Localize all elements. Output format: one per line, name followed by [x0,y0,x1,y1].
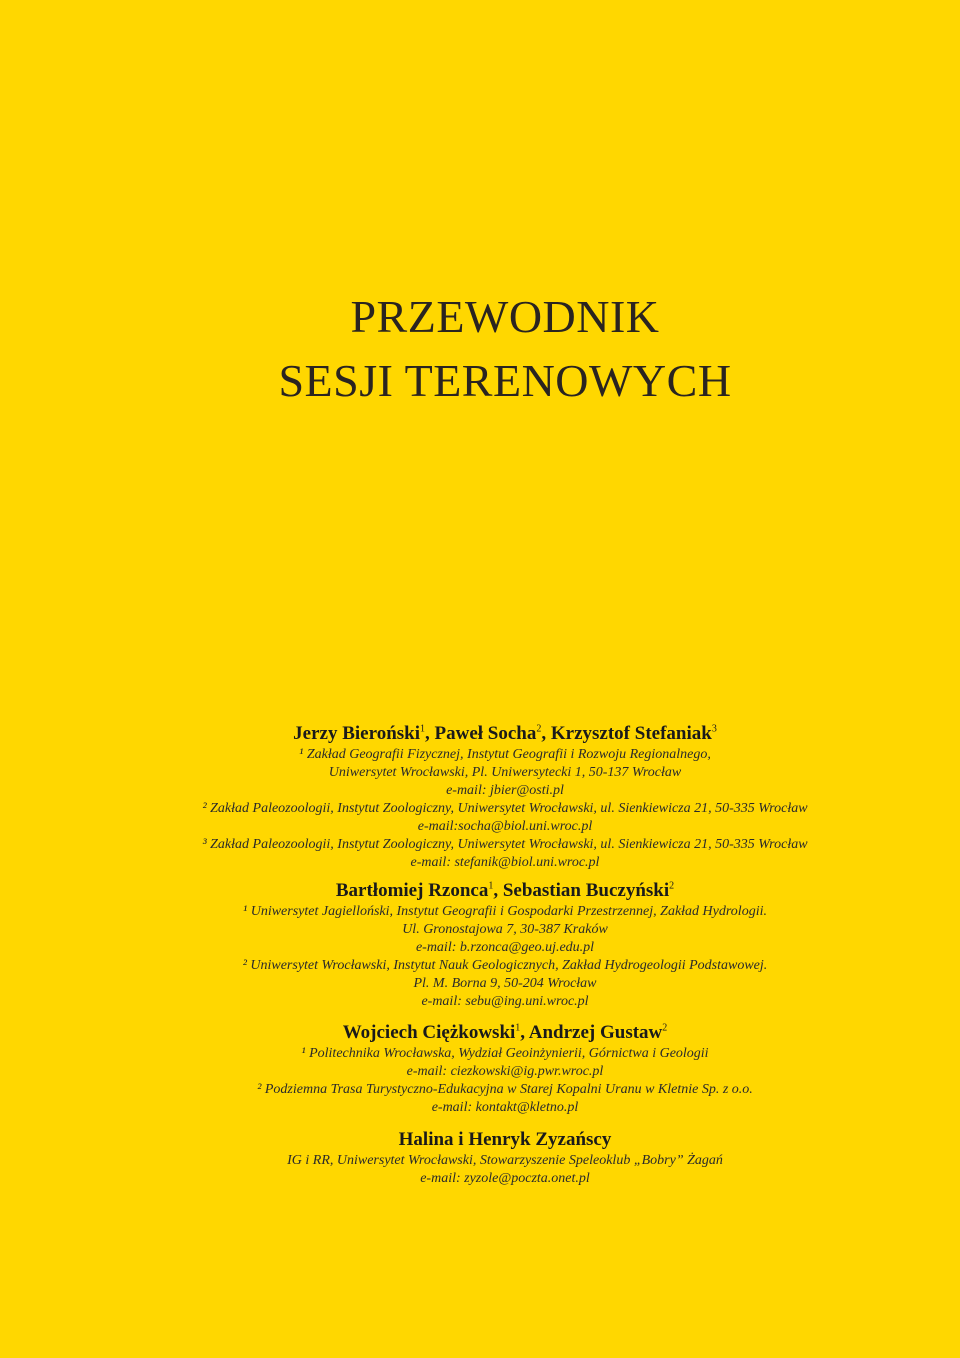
affiliation-line: ¹ Zakład Geografii Fizycznej, Instytut Geografii i Rozwoju Regionalnego, [299,747,711,762]
author-affiliation-number: 3 [711,723,717,735]
title-line-2: SESJI TERENOWYCH [278,355,732,406]
affiliation-line: ³ Zakład Paleozoologii, Instytut Zoologiczny, Uniwersytet Wrocławski, ul. Sienkiewicza 21, 50-335 Wrocław [202,837,808,852]
author-name: Krzysztof Stefaniak [550,723,712,744]
author-affiliation-number: 2 [662,1022,668,1034]
author-affiliation-number: 2 [536,723,542,735]
author-affiliation-number: 1 [515,1022,521,1034]
author-name: Paweł Socha [434,723,537,744]
email-line: e-mail: kontakt@kletno.pl [431,1100,579,1115]
email-line: e-mail: zyzole@poczta.onet.pl [420,1171,590,1186]
affiliation-line: ² Zakład Paleozoologii, Instytut Zoologiczny, Uniwersytet Wrocławski, ul. Sienkiewicza 21, 50-335 Wrocław [202,801,808,816]
author-separator: , [493,880,503,901]
email-line: e-mail:socha@biol.uni.wroc.pl [417,819,593,834]
author-group-4 [0,1128,960,1188]
affiliation-line: Uniwersytet Wrocławski, Pl. Uniwersytecki 1, 50-137 Wrocław [328,765,682,780]
author-group-1 [0,722,960,872]
author-group-3 [0,1021,960,1117]
email-line: e-mail: ciezkowski@ig.pwr.wroc.pl [406,1064,604,1079]
author-separator: , [520,1022,529,1043]
authors-line [0,1021,960,1045]
authors-line [0,879,960,903]
author-name: Halina i Henryk Zyzańscy [398,1129,612,1150]
author-name: Bartłomiej Rzonca [335,880,489,901]
author-group-2 [0,879,960,1011]
affiliation-line: ² Podziemna Trasa Turystyczno-Edukacyjna w Starej Kopalni Uranu w Kletnie Sp. z o.o. [257,1082,753,1097]
email-line: e-mail: sebu@ing.uni.wroc.pl [421,994,589,1009]
author-separator: , [541,723,551,744]
affiliation-line: ¹ Uniwersytet Jagielloński, Instytut Geografii i Gospodarki Przestrzennej, Zakład Hydrologii. [243,904,767,919]
affiliation-line: IG i RR, Uniwersytet Wrocławski, Stowarzyszenie Speleoklub „Bobry” Żagań [287,1153,723,1168]
authors-line [0,1128,960,1152]
author-affiliation-number: 1 [420,723,426,735]
affiliation-line: Pl. M. Borna 9, 50-204 Wrocław [413,976,597,991]
author-affiliation-number: 1 [488,880,494,892]
author-separator: , [425,723,435,744]
author-name: Jerzy Bieroński [293,723,421,744]
author-name: Sebastian Buczyński [502,880,670,901]
author-name: Andrzej Gustaw [528,1022,663,1043]
affiliation-line: ² Uniwersytet Wrocławski, Instytut Nauk Geologicznych, Zakład Hydrogeologii Podstawowej. [242,958,768,973]
email-line: e-mail: b.rzonca@geo.uj.edu.pl [415,940,595,955]
author-affiliation-number: 2 [669,880,675,892]
affiliation-line: ¹ Politechnika Wrocławska, Wydział Geoinżynierii, Górnictwa i Geologii [301,1046,709,1061]
email-line: e-mail: jbier@osti.pl [446,783,564,798]
title-line-1: PRZEWODNIK [350,291,660,342]
author-name: Wojciech Ciężkowski [342,1022,516,1043]
affiliation-line: Ul. Gronostajowa 7, 30-387 Kraków [402,922,608,937]
authors-line [0,722,960,746]
email-line: e-mail: stefanik@biol.uni.wroc.pl [410,855,600,870]
